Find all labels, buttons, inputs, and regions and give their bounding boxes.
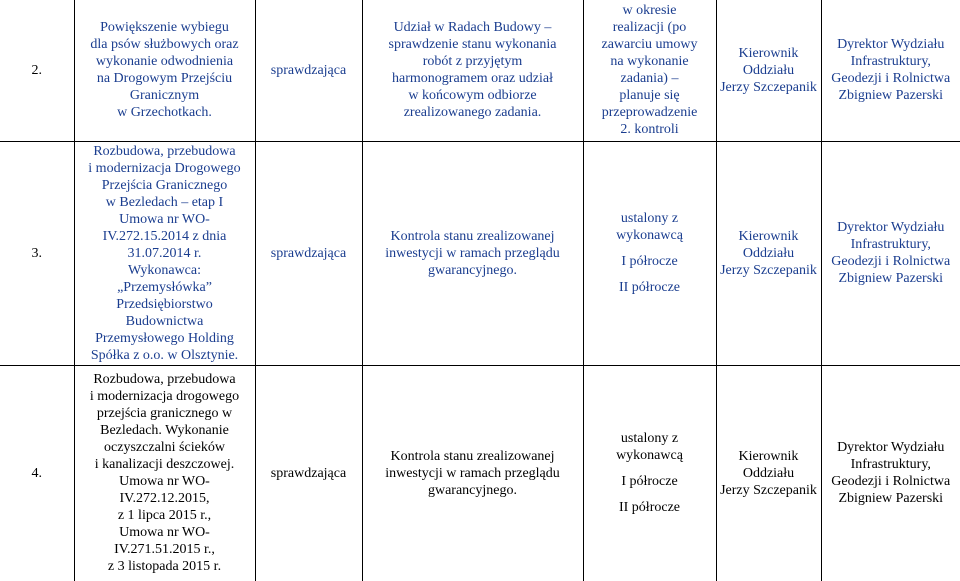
responsible-manager: Kierownik Oddziału Jerzy Szczepanik [716,141,821,365]
control-timing [583,365,716,581]
table-row [0,141,960,365]
control-type: sprawdzająca [255,141,362,365]
responsible-director: Dyrektor Wydziału Infrastruktury, Geodezji i Rolnictwa Zbigniew Pazerski [821,365,960,581]
timing-second-half: II półrocze [618,500,681,516]
row-number: 4. [0,365,74,581]
timing-note: ustalony z wykonawcą [616,211,683,243]
responsible-manager: Kierownik Oddziału Jerzy Szczepanik [716,0,821,141]
control-scope: Udział w Radach Budowy – sprawdzenie stanu wykonania robót z przyjętym harmonogramem oraz udział w końcowym odbiorze zrealizowanego zadania. [362,0,583,141]
control-scope: Kontrola stanu zrealizowanej inwestycji w ramach przeglądu gwarancyjnego. [362,141,583,365]
timing-note: ustalony z wykonawcą [616,431,683,464]
control-type: sprawdzająca [255,0,362,141]
control-timing: w okresie realizacji (po zawarciu umowy na wykonanie zadania) – planuje się przeprowadzenie 2. kontroli [583,0,716,141]
table-row [0,0,960,141]
responsible-manager: Kierownik Oddziału Jerzy Szczepanik [716,365,821,581]
row-number: 2. [0,0,74,141]
row-number: 3. [0,141,74,365]
responsible-director: Dyrektor Wydziału Infrastruktury, Geodezji i Rolnictwa Zbigniew Pazerski [821,141,960,365]
control-scope: Kontrola stanu zrealizowanej inwestycji w ramach przeglądu gwarancyjnego. [362,365,583,581]
timing-first-half: I półrocze [621,474,678,490]
timing-first-half: I półrocze [621,254,678,269]
table-row [0,365,960,581]
control-type: sprawdzająca [255,365,362,581]
responsible-director: Dyrektor Wydziału Infrastruktury, Geodezji i Rolnictwa Zbigniew Pazerski [821,0,960,141]
task-description: Rozbudowa, przebudowa i modernizacja drogowego przejścia granicznego w Bezledach. Wykonanie oczyszczalni ścieków i kanalizacji deszczowej. Umowa nr WO- IV.272.12.2015, z 1 lipca 2015 r., Umowa nr WO- IV.271.51.2015 r., z 3 listopada 2015 r. [74,365,255,581]
task-description: Rozbudowa, przebudowa i modernizacja Drogowego Przejścia Granicznego w Bezledach – etap I Umowa nr WO- IV.272.15.2014 z dnia 31.07.2014 r. Wykonawca: „Przemysłówka” Przedsiębiorstwo Budownictwa Przemysłowego Holding Spółka z o.o. w Olsztynie. [74,141,255,365]
control-timing [583,141,716,365]
timing-second-half: II półrocze [618,280,681,295]
task-description: Powiększenie wybiegu dla psów służbowych oraz wykonanie odwodnienia na Drogowym Przejściu Granicznym w Grzechotkach. [74,0,255,141]
